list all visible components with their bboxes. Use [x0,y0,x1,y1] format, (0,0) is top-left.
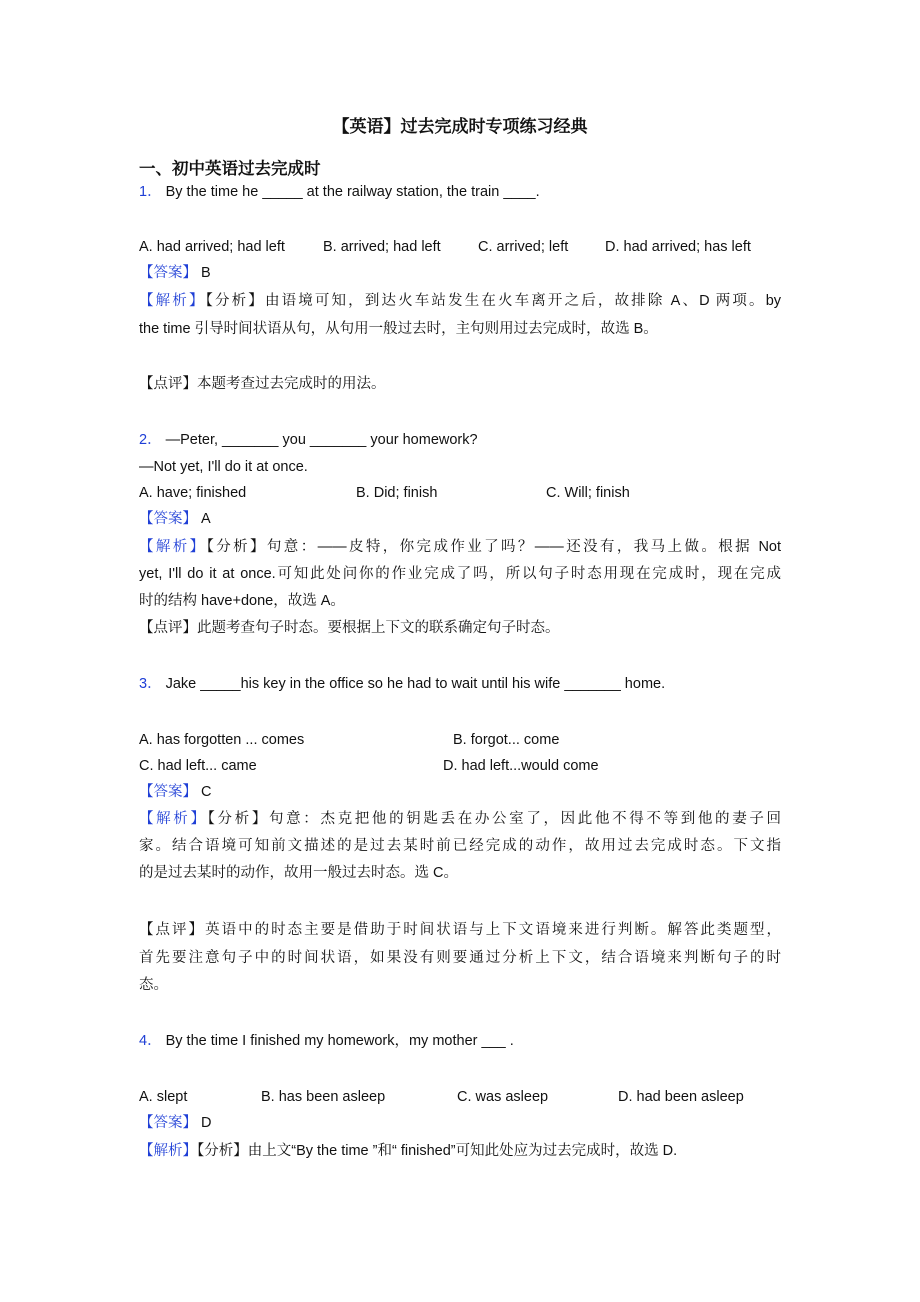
option-c: C. Will; finish [546,485,630,501]
comment-line [139,373,386,395]
comment-text: 英语中的时态主要是借助于时间状语与上下文语境来进行判断。解答此类题型， [205,922,782,938]
comment-line [139,617,560,639]
analysis-line [139,536,781,558]
analysis-line [139,1140,677,1162]
analysis-line: 家。结合语境可知前文描述的是过去某时前已经完成的动作，故用过去完成时态。下文指 [139,838,781,854]
option-b: B. arrived; had left [323,239,441,255]
question-number: 3． [139,676,162,692]
comment-text: 本题考查过去完成时的用法。 [197,376,386,392]
analysis-line [139,290,781,312]
option-c: C. had left... came [139,758,257,774]
comment-label: 【点评】 [139,620,197,636]
comment-line: 首先要注意句子中的时间状语，如果没有则要通过分析上下文，结合语境来判断句子的时 [139,950,781,966]
stem-text: By the time I finished my homework，my mother ___ . [165,1033,514,1049]
analysis-line: the time 引导时间状语从句，从句用一般过去时，主句则用过去完成时，故选 B。 [139,321,658,337]
analysis-line: 的是过去某时的动作，故用一般过去时态。选 C。 [139,865,458,881]
comment-text: 此题考查句子时态。要根据上下文的联系确定句子时态。 [197,620,560,636]
question-number: 2． [139,432,162,448]
option-b: B. Did; finish [356,485,438,501]
answer-value: B [201,265,211,281]
stem-text: Jake _____his key in the office so he had to wait until his wife _______ home. [165,676,666,692]
comment-label: 【点评】 [139,922,206,938]
option-a: A. had arrived; had left [139,239,285,255]
option-b: B. forgot... come [453,732,560,748]
analysis-line [139,808,781,830]
option-a: A. has forgotten ... comes [139,732,305,748]
option-b: B. has been asleep [261,1089,386,1105]
analysis-label: 【解析】 [139,811,208,827]
analysis-text: 句意：杰克把他的钥匙丢在办公室了，因此他不得不等到他的妻子回 [269,811,782,827]
question-number: 4． [139,1033,162,1049]
answer-value: A [201,511,211,527]
answer-label: 【答案】 [139,1115,197,1131]
analysis-line: yet, I'll do it at once.可知此处问你的作业完成了吗，所以句子时态用现在完成时，现在完成 [139,566,781,582]
question-1-stem [139,181,540,203]
comment-line: 态。 [139,977,168,993]
analysis-label: 【解析】 [139,539,207,555]
option-d: D. had been asleep [618,1089,744,1105]
question-2-stem [139,429,478,451]
answer-value: C [201,784,212,800]
fenxi-label: 【分析】 [205,293,265,309]
option-a: A. have; finished [139,485,247,501]
question-number: 1． [139,184,162,200]
option-d: D. had left...would come [443,758,599,774]
fenxi-label: 【分析】 [206,539,267,555]
analysis-label: 【解析】 [139,293,206,309]
analysis-text: 句意：——皮特，你完成作业了吗？——还没有，我马上做。根据 Not [266,539,782,555]
document-title: 【英语】过去完成时专项练习经典 [332,117,588,136]
fenxi-label: 【分析】 [207,811,269,827]
answer-label: 【答案】 [139,265,197,281]
option-d: D. had arrived; has left [605,239,751,255]
comment-line [139,919,781,941]
analysis-text: 由上文“By the time ”和“ finished”可知此处应为过去完成时，故选 D. [247,1143,678,1159]
fenxi-label: 【分析】 [197,1143,248,1159]
analysis-line: 时的结构 have+done，故选 A。 [139,593,345,609]
answer-line [139,781,212,803]
question-4-stem [139,1030,514,1052]
option-c: C. was asleep [457,1089,549,1105]
answer-line [139,508,211,530]
analysis-text: 由语境可知，到达火车站发生在火车离开之后，故排除 A、D 两项。by [264,293,782,309]
stem-line: —Not yet, I'll do it at once. [139,459,308,475]
option-c: C. arrived; left [478,239,569,255]
analysis-label: 【解析】 [139,1143,197,1159]
answer-label: 【答案】 [139,511,197,527]
question-3-stem [139,673,665,695]
stem-text: By the time he _____ at the railway station, the train ____. [165,184,540,200]
answer-value: D [201,1115,212,1131]
answer-label: 【答案】 [139,784,197,800]
section-heading: 一、初中英语过去完成时 [139,160,321,178]
answer-line [139,262,211,284]
answer-line [139,1112,212,1134]
comment-label: 【点评】 [139,376,197,392]
option-a: A. slept [139,1089,188,1105]
stem-text: —Peter, _______ you _______ your homework? [165,432,478,448]
